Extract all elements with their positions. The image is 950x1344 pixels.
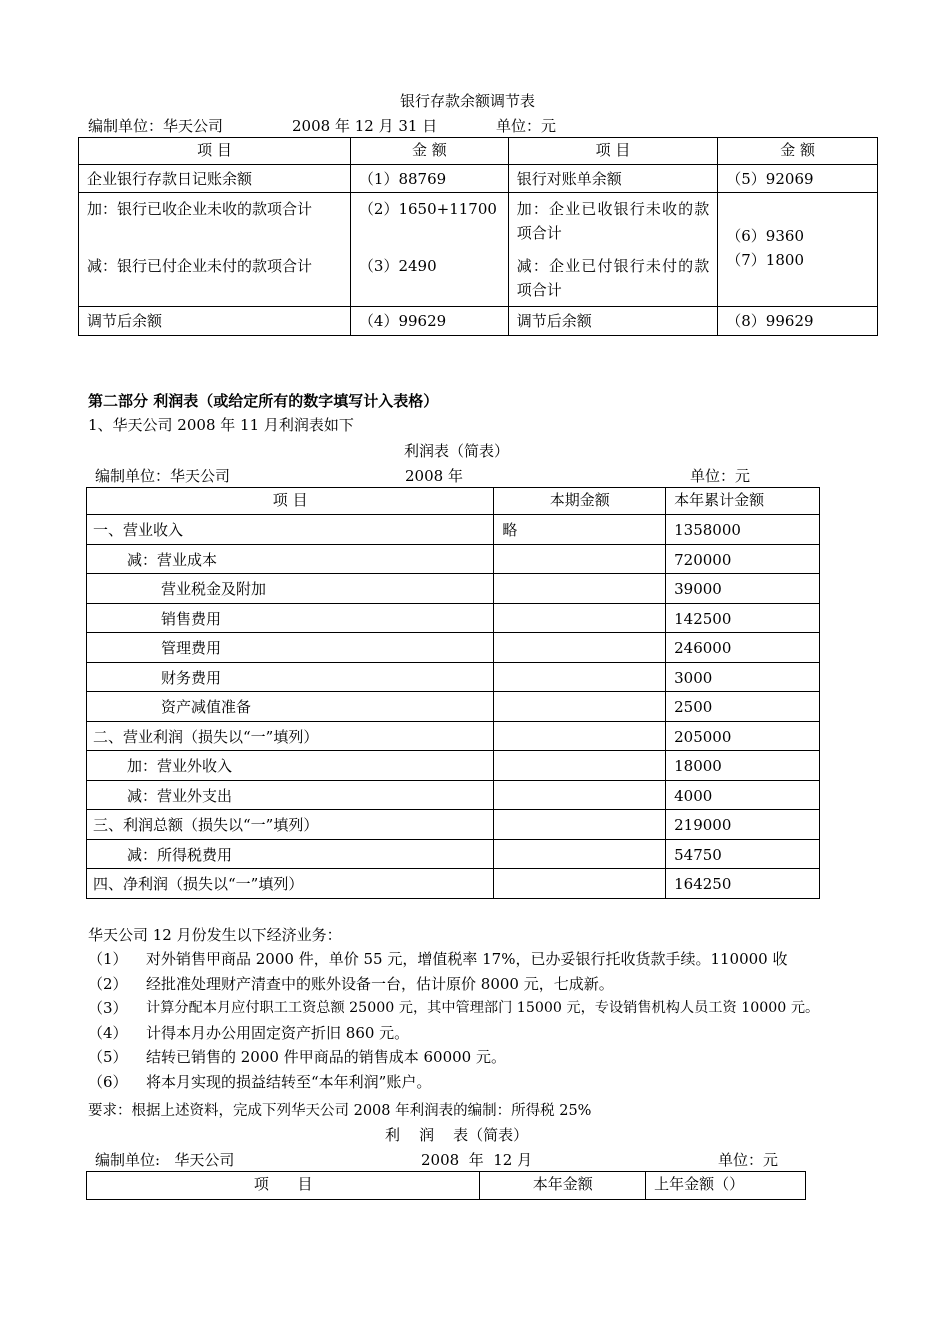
table-row bbox=[87, 810, 820, 840]
income1-item: 一、营业收入 bbox=[87, 515, 494, 545]
income1-item: 加：营业外收入 bbox=[87, 751, 494, 781]
income1-item: 四、净利润（损失以“一”填列） bbox=[87, 869, 494, 899]
business-intro: 华天公司 12 月份发生以下经济业务： bbox=[88, 926, 342, 944]
recon-l-less-item: 减：银行已付企业未付的款项合计 bbox=[87, 257, 313, 275]
business-item-text: 将本月实现的损益结转至“本年利润”账户。 bbox=[146, 1072, 432, 1091]
table-row bbox=[87, 603, 820, 633]
income1-period-amount: 略 bbox=[494, 515, 666, 545]
table-row bbox=[87, 839, 820, 869]
business-item-text: 对外销售甲商品 2000 件，单价 55 元，增值税率 17%，已办妥银行托收货款手续。110000 收 bbox=[146, 950, 788, 968]
income2-table bbox=[86, 1171, 806, 1200]
recon-r-item: 调节后余额 bbox=[508, 307, 718, 336]
income1-period-amount bbox=[494, 662, 666, 692]
income1-item: 三、利润总额（损失以“一”填列） bbox=[87, 810, 494, 840]
income1-ytd-amount: 164250 bbox=[666, 869, 820, 899]
income1-ytd-amount: 142500 bbox=[666, 603, 820, 633]
income1-item: 减：营业外支出 bbox=[87, 780, 494, 810]
income1-ytd-amount: 54750 bbox=[666, 839, 820, 869]
business-item-text: 计得本月办公用固定资产折旧 860 元。 bbox=[146, 1023, 410, 1042]
business-item-number: （1） bbox=[88, 950, 128, 968]
table-row bbox=[87, 869, 820, 899]
income1-period-amount bbox=[494, 692, 666, 722]
income1-header-item: 项 目 bbox=[87, 488, 494, 515]
recon-header-amount-right: 金 额 bbox=[718, 138, 878, 165]
income2-unit: 编制单位: 华天公司 bbox=[95, 1151, 235, 1169]
income2-header-current: 本年金额 bbox=[480, 1172, 646, 1200]
income2-date: 2008 年 12 月 bbox=[421, 1151, 533, 1169]
income1-item: 二、营业利润（损失以“一”填列） bbox=[87, 721, 494, 751]
table-row bbox=[87, 515, 820, 545]
table-row bbox=[79, 307, 878, 336]
income1-ytd-amount: 4000 bbox=[666, 780, 820, 810]
income1-year: 2008 年 bbox=[405, 467, 463, 485]
income1-item: 销售费用 bbox=[87, 603, 494, 633]
table-row bbox=[79, 165, 878, 193]
business-item-number: （4） bbox=[88, 1023, 128, 1042]
table-row bbox=[87, 780, 820, 810]
recon-unit: 编制单位：华天公司 bbox=[88, 117, 224, 135]
business-item-text: 计算分配本月应付职工工资总额 25000 元，其中管理部门 15000 元，专设销售机构人员工资 10000 元。 bbox=[146, 1000, 820, 1016]
recon-r-item: 银行对账单余额 bbox=[508, 165, 718, 193]
income1-item: 营业税金及附加 bbox=[87, 574, 494, 604]
table-row bbox=[87, 633, 820, 663]
part2-question: 1、华天公司 2008 年 11 月利润表如下 bbox=[88, 416, 354, 434]
income2-currency: 单位：元 bbox=[718, 1151, 779, 1169]
business-item-text: 经批准处理财产清查中的账外设备一台，估计原价 8000 元，七成新。 bbox=[146, 974, 614, 993]
business-requirement: 要求：根据上述资料，完成下列华天公司 2008 年利润表的编制：所得税 25% bbox=[88, 1103, 592, 1119]
business-item-number: （2） bbox=[88, 974, 128, 993]
income1-ytd-amount: 3000 bbox=[666, 662, 820, 692]
business-item-text: 结转已销售的 2000 件甲商品的销售成本 60000 元。 bbox=[146, 1048, 506, 1066]
recon-header-amount-left: 金 额 bbox=[350, 138, 508, 165]
income1-ytd-amount: 246000 bbox=[666, 633, 820, 663]
income1-item: 资产减值准备 bbox=[87, 692, 494, 722]
income1-ytd-amount: 18000 bbox=[666, 751, 820, 781]
income2-title: 利 润 表（简表） bbox=[385, 1126, 529, 1144]
income1-item: 管理费用 bbox=[87, 633, 494, 663]
recon-date: 2008 年 12 月 31 日 bbox=[292, 117, 438, 135]
income1-ytd-amount: 2500 bbox=[666, 692, 820, 722]
table-row bbox=[87, 544, 820, 574]
recon-r-less-item: 减：企业已付银行未付的款项合计 bbox=[516, 257, 710, 299]
income2-header-row bbox=[87, 1172, 806, 1200]
recon-header-item-right: 项 目 bbox=[508, 138, 718, 165]
recon-r-add-item: 加：企业已收银行未收的款项合计 bbox=[516, 200, 710, 242]
recon-l-amount: （1）88769 bbox=[350, 165, 508, 193]
recon-l-item: 调节后余额 bbox=[79, 307, 351, 336]
income1-ytd-amount: 219000 bbox=[666, 810, 820, 840]
recon-adjust-right-cell bbox=[508, 193, 718, 307]
table-row bbox=[87, 574, 820, 604]
income1-period-amount bbox=[494, 780, 666, 810]
income1-item: 减：营业成本 bbox=[87, 544, 494, 574]
income1-ytd-amount: 39000 bbox=[666, 574, 820, 604]
income1-header-period: 本期金额 bbox=[494, 488, 666, 515]
part2-heading: 第二部分 利润表（或给定所有的数字填写计入表格） bbox=[88, 392, 439, 410]
income1-period-amount bbox=[494, 574, 666, 604]
recon-r-add-amount: （6）9360 bbox=[726, 227, 804, 245]
income1-period-amount bbox=[494, 810, 666, 840]
recon-l-add-amount: （2）1650+11700 bbox=[358, 200, 497, 218]
income1-item: 财务费用 bbox=[87, 662, 494, 692]
income2-header-prior: 上年金额（） bbox=[646, 1172, 806, 1200]
recon-r-amount: （5）92069 bbox=[718, 165, 878, 193]
income1-header-row bbox=[87, 488, 820, 515]
recon-r-amount: （8）99629 bbox=[718, 307, 878, 336]
income1-currency: 单位：元 bbox=[690, 467, 751, 485]
income1-unit: 编制单位：华天公司 bbox=[95, 467, 231, 485]
recon-adjust-left-amount-cell bbox=[350, 193, 508, 307]
recon-r-less-amount: （7）1800 bbox=[726, 251, 804, 269]
recon-title: 银行存款余额调节表 bbox=[400, 92, 536, 110]
income1-period-amount bbox=[494, 633, 666, 663]
income1-period-amount bbox=[494, 721, 666, 751]
recon-l-amount: （4）99629 bbox=[350, 307, 508, 336]
income1-period-amount bbox=[494, 544, 666, 574]
business-item-number: （6） bbox=[88, 1072, 128, 1091]
income1-period-amount bbox=[494, 751, 666, 781]
income1-period-amount bbox=[494, 869, 666, 899]
income1-item: 减：所得税费用 bbox=[87, 839, 494, 869]
income1-ytd-amount: 1358000 bbox=[666, 515, 820, 545]
business-item-number: （5） bbox=[88, 1048, 128, 1066]
income1-ytd-amount: 720000 bbox=[666, 544, 820, 574]
recon-table bbox=[78, 137, 878, 336]
recon-adjust-right-amount-cell bbox=[718, 193, 878, 307]
recon-l-item: 企业银行存款日记账余额 bbox=[79, 165, 351, 193]
table-row bbox=[79, 193, 878, 307]
recon-adjust-left-cell bbox=[79, 193, 351, 307]
recon-l-add-item: 加：银行已收企业未收的款项合计 bbox=[87, 200, 313, 218]
income1-ytd-amount: 205000 bbox=[666, 721, 820, 751]
income2-header-item: 项 目 bbox=[87, 1172, 480, 1200]
income1-header-ytd: 本年累计金额 bbox=[666, 488, 820, 515]
table-row bbox=[87, 662, 820, 692]
income1-period-amount bbox=[494, 603, 666, 633]
income1-period-amount bbox=[494, 839, 666, 869]
recon-header-item-left: 项 目 bbox=[79, 138, 351, 165]
table-row bbox=[87, 692, 820, 722]
recon-header-row bbox=[79, 138, 878, 165]
recon-currency: 单位：元 bbox=[496, 117, 557, 135]
income1-table bbox=[86, 487, 820, 899]
business-item-number: （3） bbox=[88, 999, 128, 1017]
recon-l-less-amount: （3）2490 bbox=[358, 257, 437, 275]
income1-title: 利润表（简表） bbox=[404, 442, 510, 460]
table-row bbox=[87, 751, 820, 781]
table-row bbox=[87, 721, 820, 751]
